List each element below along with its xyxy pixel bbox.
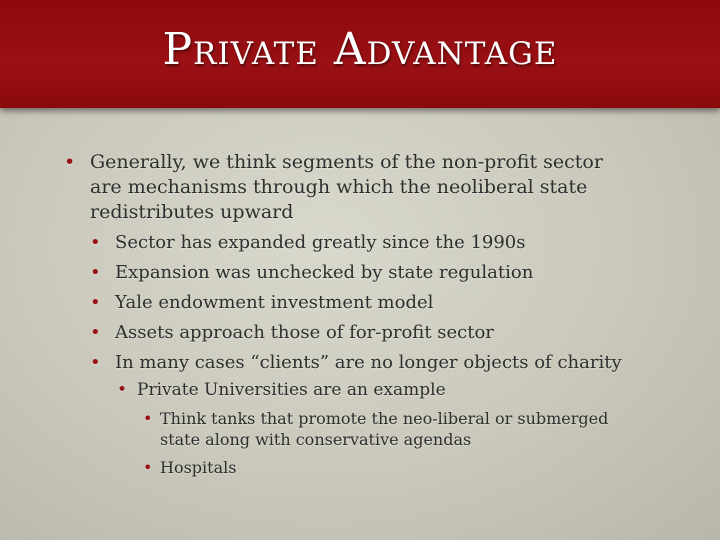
- bullet-level3-text: Private Universities are an example: [137, 380, 446, 400]
- slide-title: Private Advantage: [162, 24, 558, 75]
- bullet-dot-icon: •: [90, 292, 101, 313]
- bullet-dot-icon: •: [143, 458, 153, 477]
- bullet-sub: [90, 228, 526, 258]
- bullet-sub: [90, 288, 434, 318]
- bullet-main: [64, 150, 603, 225]
- bullet-sub-text: In many cases “clients” are no longer objects of charity: [115, 352, 622, 373]
- bullet-dot-icon: •: [90, 232, 101, 253]
- bullet-dot-icon: •: [143, 409, 153, 428]
- bullet-dot-icon: •: [117, 380, 128, 400]
- bullet-level4: [143, 457, 237, 478]
- bullet-sub: [90, 318, 494, 348]
- bullet-dot-icon: •: [90, 352, 101, 373]
- bullet-main-line: are mechanisms through which the neoliberal state: [90, 176, 588, 198]
- bullet-dot-icon: •: [90, 262, 101, 283]
- bullet-dot-icon: •: [64, 151, 76, 173]
- bullet-sub: [90, 258, 534, 288]
- bullet-sub-text: Sector has expanded greatly since the 1990s: [115, 232, 526, 253]
- bullet-sub-text: Assets approach those of for-profit sector: [115, 322, 494, 343]
- bullet-sub-text: Yale endowment investment model: [115, 292, 434, 313]
- bullet-sub-text: Expansion was unchecked by state regulation: [115, 262, 534, 283]
- bullet-level4-text: Hospitals: [160, 458, 237, 477]
- bullet-level4-line: Think tanks that promote the neo-liberal or submerged: [160, 409, 609, 428]
- bullet-main-line: Generally, we think segments of the non-profit sector: [90, 151, 603, 173]
- bullet-sub: [90, 348, 622, 378]
- bullet-dot-icon: •: [90, 322, 101, 343]
- bullet-level4-line: state along with conservative agendas: [160, 430, 472, 449]
- bullet-level3: [117, 380, 446, 400]
- bullet-level4: [143, 408, 609, 450]
- bullet-main-line: redistributes upward: [90, 201, 294, 223]
